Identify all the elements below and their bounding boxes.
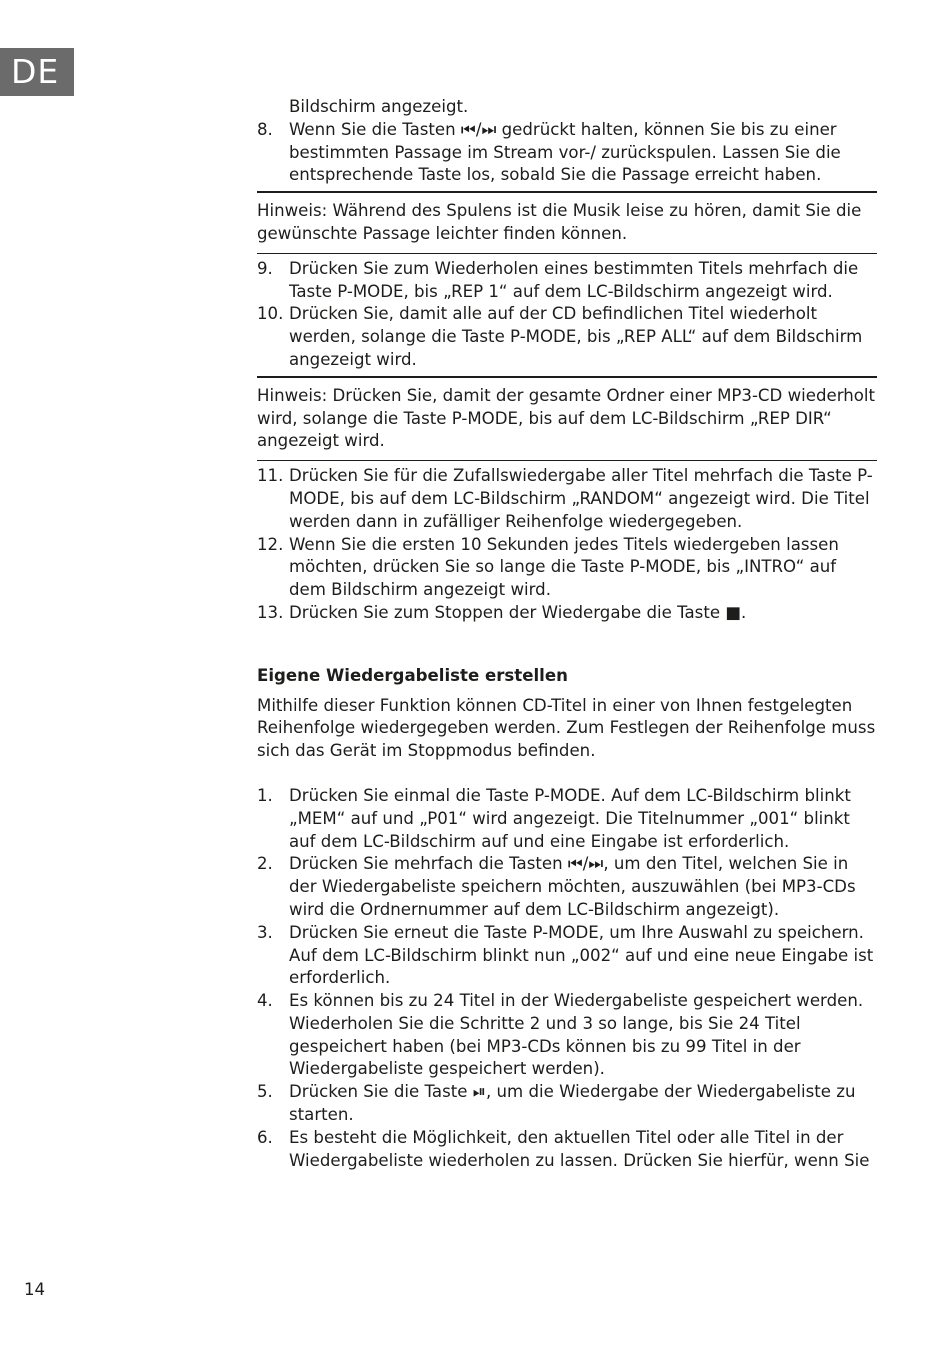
page-number: 14: [24, 1280, 46, 1299]
item-number: 2.: [257, 854, 273, 874]
list-item: [257, 990, 877, 1081]
list-item: [257, 853, 877, 921]
item-text: Drücken Sie zum Stoppen der Wiedergabe die Taste ■.: [289, 602, 747, 622]
item-text: Drücken Sie mehrfach die Tasten ⏮/⏭, um den Titel, welchen Sie in der Wiedergabeliste speichern möchten, auszuwählen (bei MP3-CDs wird die Ordnernummer auf dem LC-Bildschirm angezeigt).: [289, 854, 856, 919]
continuation-text: Bildschirm angezeigt.: [289, 97, 469, 116]
item-text: Es besteht die Möglichkeit, den aktuellen Titel oder alle Titel in der Wiedergabeliste wiederholen zu lassen. Drücken Sie hierfür, wenn Sie: [289, 1127, 870, 1170]
item-text: Drücken Sie für die Zufallswiedergabe aller Titel mehrfach die Taste P-MODE, bis auf dem LC-Bildschirm „RANDOM“ angezeigt wird. Die Titel werden dann in zufälliger Reihenfolge wiedergegeben.: [289, 466, 873, 531]
item-text: Drücken Sie einmal die Taste P-MODE. Auf dem LC-Bildschirm blinkt „MEM“ auf und „P01“ wird angezeigt. Die Titelnummer „001“ blinkt auf dem LC-Bildschirm auf und eine Eingabe ist erforderlich.: [289, 785, 851, 851]
spacer: [257, 625, 877, 665]
page-content: [257, 96, 877, 1172]
item-text: Drücken Sie die Taste ⏯, um die Wiedergabe der Wiedergabeliste zu starten.: [289, 1082, 856, 1125]
item-number: 3.: [257, 922, 273, 942]
item-text: Wenn Sie die Tasten ⏮/⏭ gedrückt halten, können Sie bis zu einer bestimmten Passage im Stream vor-/ zurückspulen. Lassen Sie die entsprechende Taste los, sobald Sie die Passage erreicht haben.: [289, 119, 841, 185]
item-text: Drücken Sie erneut die Taste P-MODE, um Ihre Auswahl zu speichern. Auf dem LC-Bildschirm blinkt nun „002“ auf und eine neue Eingabe ist erforderlich.: [289, 922, 874, 988]
list-item: [257, 785, 877, 853]
note-text: Hinweis: Drücken Sie, damit der gesamte Ordner einer MP3-CD wiederholt wird, solange die Taste P-MODE, bis auf dem LC-Bildschirm „REP DIR“ angezeigt wird.: [257, 385, 876, 451]
spacer: [257, 763, 877, 785]
language-tab: DE: [0, 48, 74, 96]
list-item: [257, 534, 877, 602]
item-number: 12.: [257, 534, 284, 554]
item-number: 5.: [257, 1082, 273, 1102]
item-number: 6.: [257, 1127, 273, 1147]
section-intro: Mithilfe dieser Funktion können CD-Titel in einer von Ihnen festgelegten Reihenfolge wiedergegeben werden. Zum Festlegen der Reihenfolge muss sich das Gerät im Stoppmodus befinden.: [257, 695, 876, 761]
list-item: [257, 258, 877, 304]
list-item: [257, 922, 877, 990]
note-box: [257, 376, 877, 461]
item-text: Drücken Sie, damit alle auf der CD befindlichen Titel wiederholt werden, solange die Taste P-MODE, bis „REP ALL“ auf dem Bildschirm angezeigt wird.: [289, 304, 863, 369]
list-item: [257, 602, 877, 625]
item-number: 11.: [257, 466, 284, 486]
item-text: Wenn Sie die ersten 10 Sekunden jedes Titels wiedergeben lassen möchten, drücken Sie so lange die Taste P-MODE, bis „INTRO“ auf dem Bildschirm angezeigt wird.: [289, 534, 839, 600]
note-text: Hinweis: Während des Spulens ist die Musik leise zu hören, damit Sie die gewünschte Passage leichter finden können.: [257, 201, 862, 243]
item-number: 4.: [257, 991, 273, 1011]
list-item: [257, 119, 877, 187]
list-item: [257, 1127, 877, 1173]
note-box: [257, 191, 877, 254]
item-number: 8.: [257, 119, 273, 139]
item-number: 13.: [257, 602, 284, 622]
list-item: [257, 303, 877, 371]
list-item: [257, 1081, 877, 1127]
section-heading: Eigene Wiedergabeliste erstellen: [257, 665, 568, 685]
item-text: Drücken Sie zum Wiederholen eines bestimmten Titels mehrfach die Taste P-MODE, bis „REP 1“ auf dem LC-Bildschirm angezeigt wird.: [289, 258, 859, 301]
item-number: 10.: [257, 304, 284, 324]
item-number: 1.: [257, 785, 273, 805]
list-item: [257, 465, 877, 533]
item-text: Es können bis zu 24 Titel in der Wiedergabeliste gespeichert werden. Wiederholen Sie die Schritte 2 und 3 so lange, bis Sie 24 Titel gespeichert haben (bei MP3-CDs können bis zu 99 Titel in der Wiedergabeliste gespeichert werden).: [289, 991, 864, 1079]
item-number: 9.: [257, 258, 273, 278]
